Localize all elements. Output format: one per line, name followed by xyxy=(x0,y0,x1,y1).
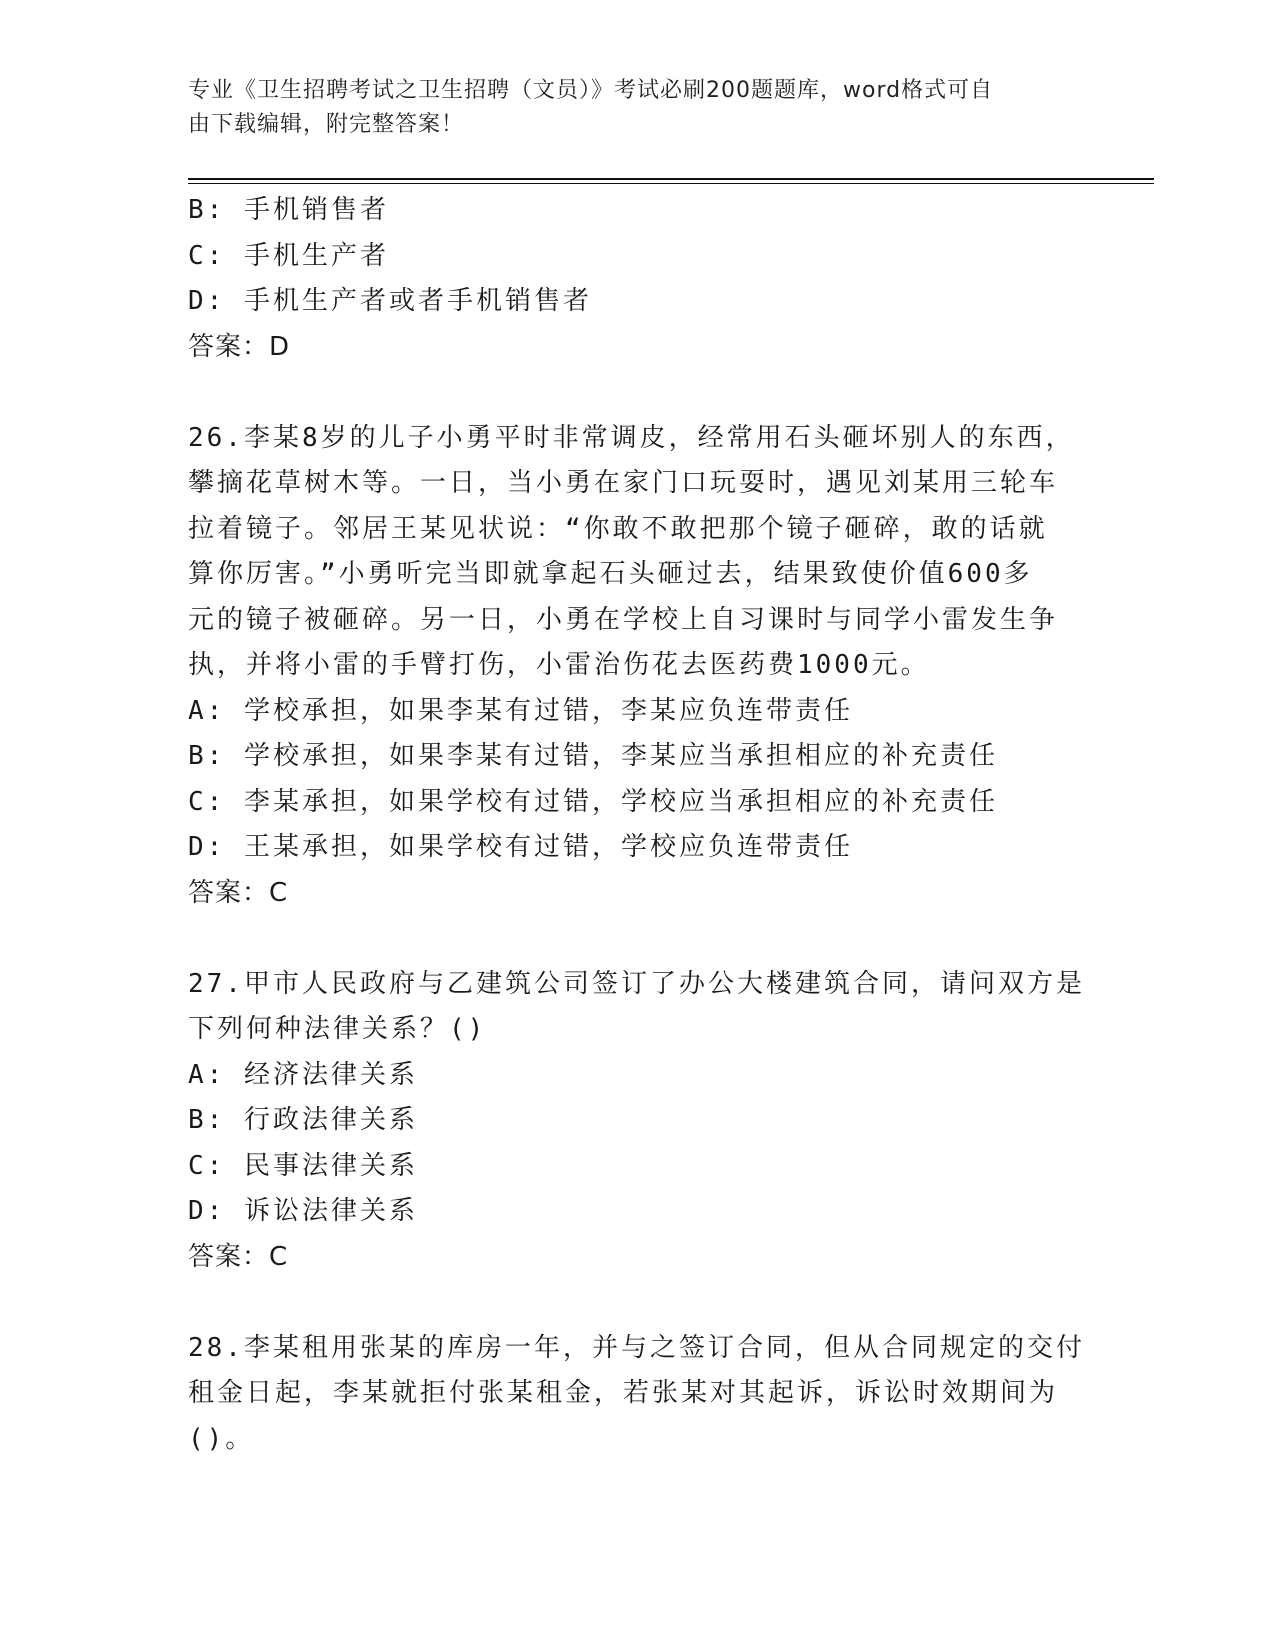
question-stem-line: ()。 xyxy=(188,1423,255,1454)
question-stem-line: 27.甲市人民政府与乙建筑公司签订了办公大楼建筑合同，请问双方是 xyxy=(188,968,1085,999)
option-c: C: 李某承担，如果学校有过错，学校应当承担相应的补充责任 xyxy=(188,786,998,817)
question-stem-line: 下列何种法律关系？() xyxy=(188,1014,487,1044)
question-26 xyxy=(188,416,1078,917)
question-content xyxy=(188,188,1085,1462)
question-gap xyxy=(188,916,1078,962)
question-27 xyxy=(188,962,1085,1281)
question-stem-line: 拉着镜子。邻居王某见状说：“你敢不敢把那个镜子砸碎，敢的话就 xyxy=(188,513,1048,544)
question-gap xyxy=(188,1280,1078,1326)
option-a: A: 学校承担，如果李某有过错，李某应负连带责任 xyxy=(188,695,853,726)
answer-line: 答案：D xyxy=(188,331,291,362)
question-gap xyxy=(188,370,1078,416)
option-d: D: 诉讼法律关系 xyxy=(188,1196,418,1226)
question-28 xyxy=(188,1326,1085,1463)
question-stem-line: 26.李某8岁的儿子小勇平时非常调皮，经常用石头砸坏别人的东西， xyxy=(188,422,1075,453)
question-stem-line: 元的镜子被砸碎。另一日，小勇在学校上自习课时与同学小雷发生争 xyxy=(188,604,1059,635)
question-stem-line: 攀摘花草树木等。一日，当小勇在家门口玩耍时，遇见刘某用三轮车 xyxy=(188,468,1059,498)
option-a: A: 经济法律关系 xyxy=(188,1059,418,1090)
option-b: B: 行政法律关系 xyxy=(188,1105,418,1135)
header-rule-thick xyxy=(188,178,1154,180)
question-stem-line: 执，并将小雷的手臂打伤，小雷治伤花去医药费1000元。 xyxy=(188,650,930,680)
option-c: C: 手机生产者 xyxy=(188,240,389,271)
answer-line: 答案：C xyxy=(188,1241,289,1272)
option-d: D: 王某承担，如果学校有过错，学校应负连带责任 xyxy=(188,832,853,862)
question-stem-line: 28.李某租用张某的库房一年，并与之签订合同，但从合同规定的交付 xyxy=(188,1332,1085,1363)
option-c: C: 民事法律关系 xyxy=(188,1150,418,1181)
question-stem-line: 算你厉害。”小勇听完当即就拿起石头砸过去，结果致使价值600多 xyxy=(188,559,1033,589)
document-header xyxy=(188,74,1068,142)
header-line-1: 专业《卫生招聘考试之卫生招聘（文员）》考试必刷200题题库，word格式可自 xyxy=(188,78,994,103)
answer-line: 答案：C xyxy=(188,877,289,908)
question-stem-line: 租金日起，李某就拒付张某租金，若张某对其起诉，诉讼时效期间为 xyxy=(188,1378,1059,1408)
question-25-tail xyxy=(188,188,1078,370)
header-line-2: 由下载编辑，附完整答案！ xyxy=(188,112,465,137)
option-b: B: 手机销售者 xyxy=(188,195,389,225)
option-d: D: 手机生产者或者手机销售者 xyxy=(188,286,592,316)
option-b: B: 学校承担，如果李某有过错，李某应当承担相应的补充责任 xyxy=(188,741,998,771)
header-rule-thin xyxy=(188,183,1154,184)
